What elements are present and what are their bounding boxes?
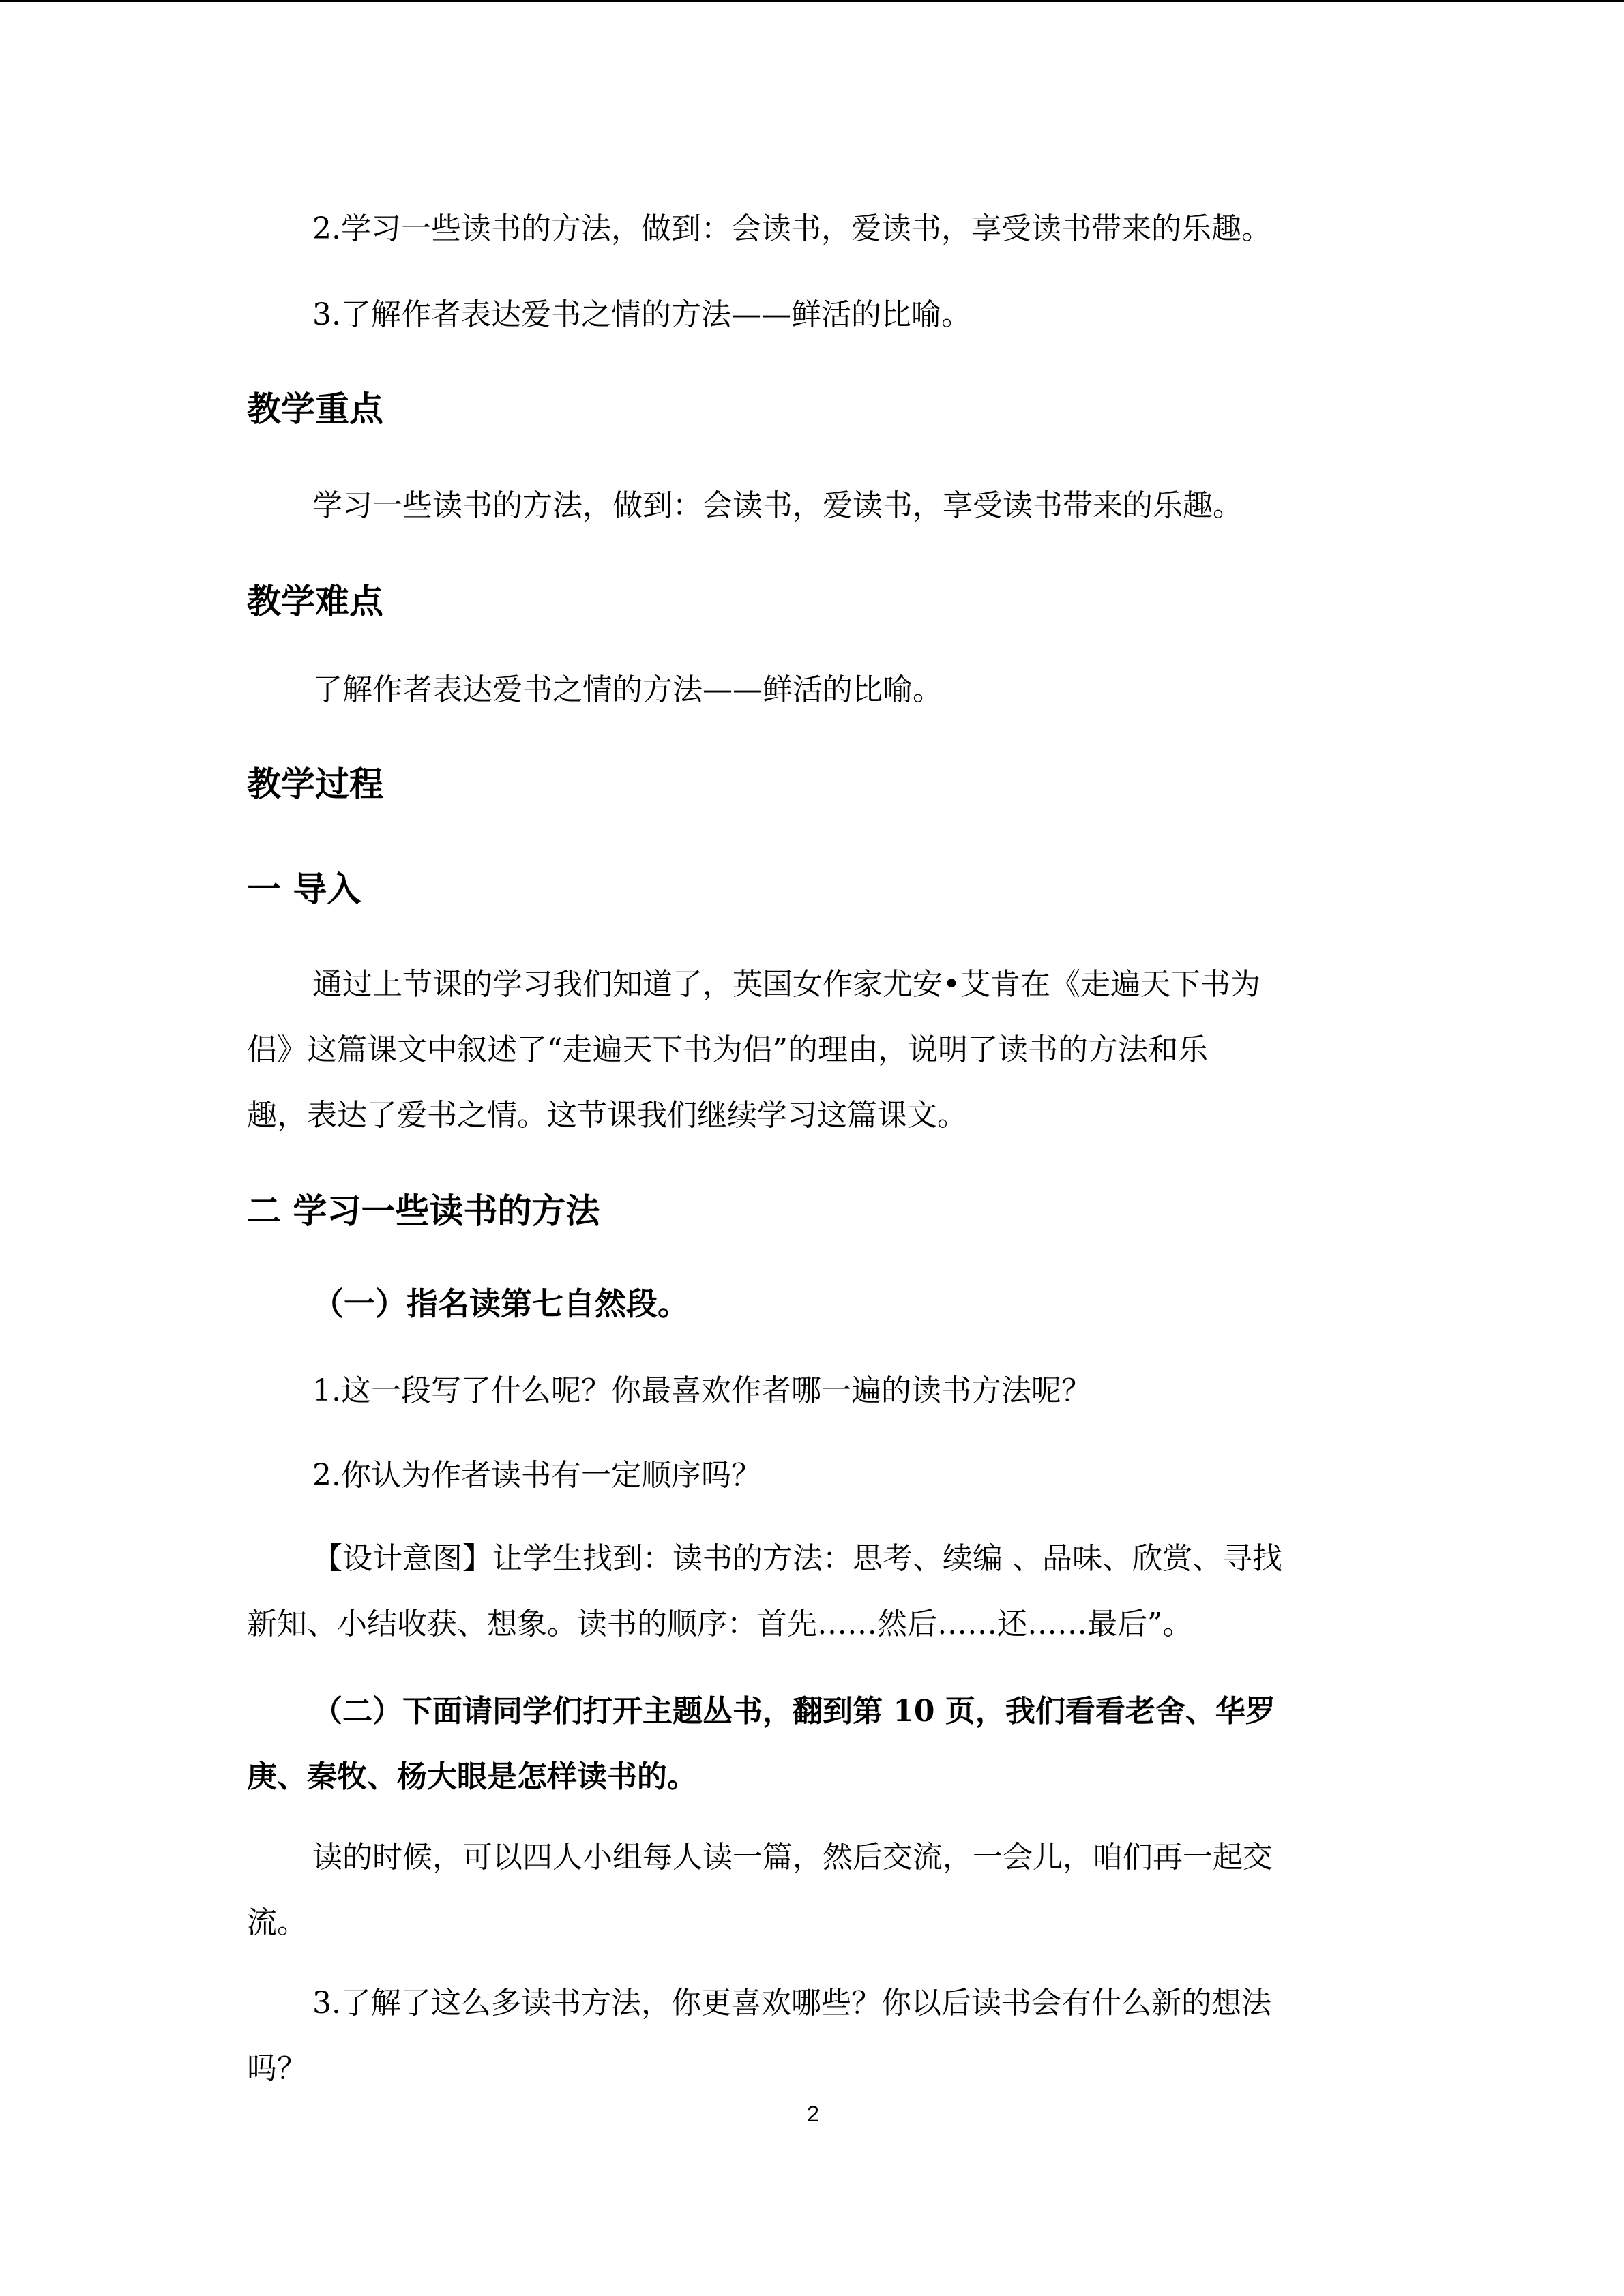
section-intro-heading: 一 导入	[247, 869, 361, 909]
question-1: 1.这一段写了什么呢？你最喜欢作者哪一遍的读书方法呢？	[312, 1373, 1091, 1408]
page-number: 2	[807, 2102, 819, 2126]
process-heading: 教学过程	[247, 764, 383, 804]
document-page	[247, 0, 1379, 2296]
part2-heading-line: （二）下面请同学们打开主题丛书，翻到第 10 页，我们看看老舍、华罗	[312, 1694, 1275, 1729]
part2-heading-line: 庚、秦牧、杨大眼是怎样读书的。	[247, 1759, 697, 1794]
difficulty-text: 了解作者表达爱书之情的方法——鲜活的比喻。	[312, 672, 943, 707]
objective-item-3: 3.了解作者表达爱书之情的方法——鲜活的比喻。	[312, 297, 971, 332]
question-2: 2.你认为作者读书有一定顺序吗？	[312, 1458, 761, 1493]
key-point-heading: 教学重点	[247, 389, 383, 429]
intro-paragraph-line: 侣》这篇课文中叙述了“走遍天下书为侣”的理由，说明了读书的方法和乐	[247, 1032, 1208, 1067]
design-intent-line: 新知、小结收获、想象。读书的顺序：首先……然后……还……最后”。	[247, 1607, 1193, 1641]
intro-paragraph-line: 趣，表达了爱书之情。这节课我们继续学习这篇课文。	[247, 1098, 967, 1133]
question-3-line: 3.了解了这么多读书方法，你更喜欢哪些？你以后读书会有什么新的想法	[312, 1986, 1271, 2021]
objective-item-2: 2.学习一些读书的方法，做到：会读书，爱读书，享受读书带来的乐趣。	[312, 211, 1271, 246]
reading-instruction-paragraph	[247, 1825, 1379, 1956]
question-3-line: 吗？	[247, 2051, 307, 2086]
section-methods-heading: 二 学习一些读书的方法	[247, 1191, 600, 1231]
intro-paragraph-line: 通过上节课的学习我们知道了，英国女作家尤安•艾肯在《走遍天下书为	[312, 967, 1260, 1002]
reading-instruction-line: 流。	[247, 1905, 307, 1940]
part1-heading: （一）指名读第七自然段。	[312, 1285, 689, 1322]
design-intent-paragraph	[247, 1526, 1379, 1657]
key-point-text: 学习一些读书的方法，做到：会读书，爱读书，享受读书带来的乐趣。	[312, 488, 1243, 523]
reading-instruction-line: 读的时候，可以四人小组每人读一篇，然后交流，一会儿，咱们再一起交	[312, 1840, 1273, 1875]
design-intent-line: 【设计意图】让学生找到：读书的方法：思考、续编 、品味、欣赏、寻找	[312, 1541, 1282, 1576]
question-3-paragraph	[247, 1971, 1379, 2102]
difficulty-heading: 教学难点	[247, 582, 383, 621]
intro-paragraph	[247, 952, 1379, 1148]
part2-heading	[247, 1679, 1379, 1810]
